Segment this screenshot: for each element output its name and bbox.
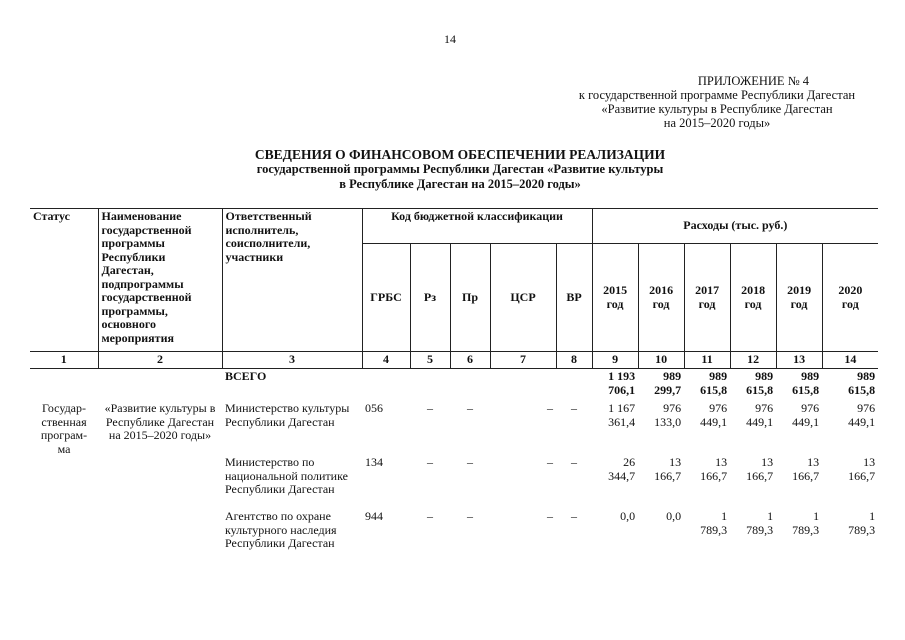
value-part: 789,3 xyxy=(746,522,774,537)
table-row xyxy=(30,398,878,455)
value-2016: 0,0 xyxy=(666,509,682,523)
col-number: 1 xyxy=(30,352,98,369)
value-2020 xyxy=(822,509,878,552)
document-title xyxy=(160,147,760,192)
column-numbers-row xyxy=(30,352,878,369)
participant-grbs: 944 xyxy=(365,509,383,523)
value-2019 xyxy=(776,509,822,552)
pr-dash: – xyxy=(467,509,473,523)
participant-grbs: 134 xyxy=(365,455,383,469)
value-part: 1 xyxy=(767,509,774,523)
year-label: 2017 xyxy=(695,283,720,297)
csr-dash: – xyxy=(547,509,553,523)
value-2019 xyxy=(776,398,822,455)
year-label: 2016 xyxy=(649,283,674,297)
value-part: 706,1 xyxy=(608,382,636,397)
value-part: 166,7 xyxy=(746,468,774,483)
value-part: 976 xyxy=(709,401,728,415)
value-part: 166,7 xyxy=(654,468,682,483)
value-part: 13 xyxy=(715,455,728,469)
table-row-total xyxy=(30,369,878,399)
year-label: 2020 xyxy=(838,283,863,297)
value-part: 13 xyxy=(863,455,876,469)
value-part: 449,1 xyxy=(700,414,728,429)
col-number: 2 xyxy=(98,352,222,369)
value-part: 133,0 xyxy=(654,414,682,429)
year-label: 2019 xyxy=(787,283,812,297)
value-part: 989 xyxy=(857,369,876,383)
value-part: 13 xyxy=(669,455,682,469)
value-2019 xyxy=(776,455,822,509)
value-part: 449,1 xyxy=(746,414,774,429)
value-part: 989 xyxy=(801,369,820,383)
row-status: Государ- ственная програм- ма xyxy=(40,401,88,456)
year-suffix: год xyxy=(790,296,808,311)
value-part: 615,8 xyxy=(700,382,728,397)
value-2018 xyxy=(730,455,776,509)
appendix-line-3: «Развитие культуры в Республике Дагестан xyxy=(601,102,833,116)
total-2016 xyxy=(638,369,684,399)
value-part: 166,7 xyxy=(848,468,876,483)
value-part: 989 xyxy=(709,369,728,383)
col-number: 5 xyxy=(410,352,450,369)
value-part: 615,8 xyxy=(746,382,774,397)
page-number: 14 xyxy=(444,32,456,46)
header-year-2020 xyxy=(822,244,878,352)
total-2017 xyxy=(684,369,730,399)
value-part: 976 xyxy=(755,401,774,415)
col-number: 6 xyxy=(450,352,490,369)
rz-dash: – xyxy=(427,455,433,469)
title-line-2: государственной программы Республики Дагестан «Развитие культуры xyxy=(256,162,664,176)
vr-dash: – xyxy=(571,455,578,469)
value-part: 166,7 xyxy=(792,468,820,483)
value-part: 789,3 xyxy=(700,522,728,537)
vr-dash: – xyxy=(571,509,578,523)
value-2018 xyxy=(730,398,776,455)
col-number: 14 xyxy=(822,352,878,369)
pr-dash: – xyxy=(467,401,473,415)
value-part: 449,1 xyxy=(792,414,820,429)
value-part: 1 xyxy=(721,509,728,523)
total-2018 xyxy=(730,369,776,399)
value-part: 789,3 xyxy=(792,522,820,537)
appendix-line-1: ПРИЛОЖЕНИЕ № 4 xyxy=(697,74,809,88)
header-year-2015 xyxy=(592,244,638,352)
value-2015 xyxy=(592,455,638,509)
col-number: 13 xyxy=(776,352,822,369)
appendix-line-4: на 2015–2020 годы» xyxy=(663,116,771,130)
year-suffix: год xyxy=(744,296,762,311)
participant-name: Министерство по национальной политике Республики Дагестан xyxy=(225,455,348,496)
value-part: 449,1 xyxy=(848,414,876,429)
value-part: 13 xyxy=(807,455,820,469)
value-part: 989 xyxy=(663,369,682,383)
header-pr: Пр xyxy=(450,244,490,352)
value-part: 976 xyxy=(857,401,876,415)
value-2017 xyxy=(684,398,730,455)
total-2019 xyxy=(776,369,822,399)
year-suffix: год xyxy=(606,296,624,311)
csr-dash: – xyxy=(547,455,553,469)
header-vr: ВР xyxy=(556,244,592,352)
total-2020 xyxy=(822,369,878,399)
appendix-line-2: к государственной программе Республики Дагестан xyxy=(578,88,856,102)
col-number: 8 xyxy=(556,352,592,369)
value-2015: 0,0 xyxy=(620,509,636,523)
header-row-1 xyxy=(30,209,878,244)
appendix-note xyxy=(557,74,877,130)
header-rz: Рз xyxy=(410,244,450,352)
title-line-3: в Республике Дагестан на 2015–2020 годы» xyxy=(339,177,581,191)
year-suffix: год xyxy=(652,296,670,311)
col-number: 12 xyxy=(730,352,776,369)
participant-name: Агентство по охране культурного наследия Республики Дагестан xyxy=(225,509,337,550)
participant-grbs: 056 xyxy=(365,401,383,415)
value-part: 789,3 xyxy=(848,522,876,537)
value-2015 xyxy=(592,398,638,455)
value-part: 976 xyxy=(801,401,820,415)
value-part: 1 xyxy=(813,509,820,523)
vr-dash: – xyxy=(571,401,578,415)
col-number: 7 xyxy=(490,352,556,369)
value-2017 xyxy=(684,509,730,552)
header-year-2016 xyxy=(638,244,684,352)
rz-dash: – xyxy=(427,401,433,415)
header-name: Наименование государственной программы Республики Дагестан, подпрограммы государственной программы, основного мероприятия xyxy=(98,209,222,352)
col-number: 9 xyxy=(592,352,638,369)
col-number: 10 xyxy=(638,352,684,369)
rz-dash: – xyxy=(427,509,433,523)
participant-name: Министерство культуры Республики Дагестан xyxy=(225,401,350,429)
value-part: 361,4 xyxy=(608,414,636,429)
year-label: 2018 xyxy=(741,283,766,297)
value-part: 1 193 xyxy=(608,369,636,383)
value-part: 1 xyxy=(869,509,876,523)
year-label: 2015 xyxy=(603,283,628,297)
year-suffix: год xyxy=(841,296,859,311)
value-2017 xyxy=(684,455,730,509)
value-part: 615,8 xyxy=(792,382,820,397)
col-number: 4 xyxy=(362,352,410,369)
csr-dash: – xyxy=(547,401,553,415)
value-part: 989 xyxy=(755,369,774,383)
header-expenses: Расходы (тыс. руб.) xyxy=(592,209,878,244)
total-label: ВСЕГО xyxy=(225,369,267,383)
header-year-2018 xyxy=(730,244,776,352)
value-2020 xyxy=(822,455,878,509)
value-part: 1 167 xyxy=(608,401,636,415)
value-2016 xyxy=(638,398,684,455)
value-2016 xyxy=(638,455,684,509)
value-part: 615,8 xyxy=(848,382,876,397)
value-part: 26 xyxy=(623,455,636,469)
total-2015 xyxy=(592,369,638,399)
year-suffix: год xyxy=(698,296,716,311)
value-part: 299,7 xyxy=(654,382,682,397)
row-program-name: «Развитие культуры в Республике Дагестан на 2015–2020 годы» xyxy=(104,401,216,442)
header-year-2017 xyxy=(684,244,730,352)
value-2018 xyxy=(730,509,776,552)
value-part: 344,7 xyxy=(608,468,636,483)
col-number: 3 xyxy=(222,352,362,369)
header-csr: ЦСР xyxy=(490,244,556,352)
pr-dash: – xyxy=(467,455,473,469)
financing-table xyxy=(30,208,878,552)
header-budget-code: Код бюджетной классификации xyxy=(362,209,592,244)
header-executor: Ответственный исполнитель, соисполнители, участники xyxy=(222,209,362,352)
title-line-1: СВЕДЕНИЯ О ФИНАНСОВОМ ОБЕСПЕЧЕНИИ РЕАЛИЗАЦИИ xyxy=(254,147,666,162)
value-2020 xyxy=(822,398,878,455)
value-part: 166,7 xyxy=(700,468,728,483)
value-part: 13 xyxy=(761,455,774,469)
header-status: Статус xyxy=(30,209,98,352)
value-part: 976 xyxy=(663,401,682,415)
col-number: 11 xyxy=(684,352,730,369)
header-grbs: ГРБС xyxy=(362,244,410,352)
header-year-2019 xyxy=(776,244,822,352)
